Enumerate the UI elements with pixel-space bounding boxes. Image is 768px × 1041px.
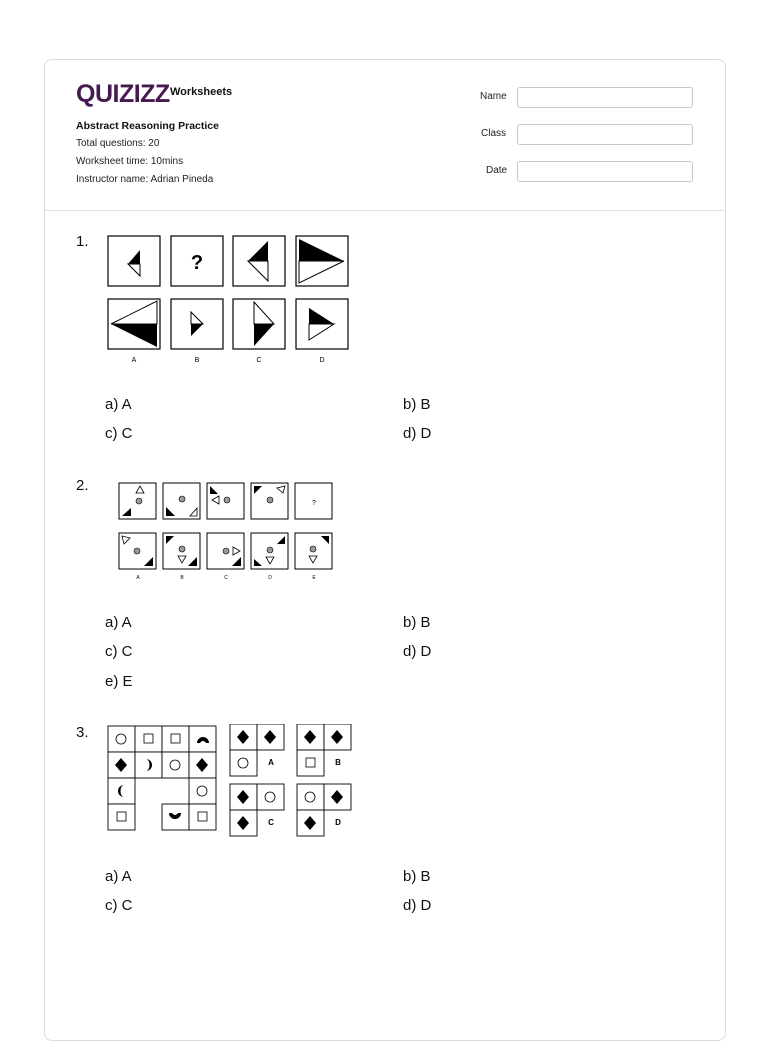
option-label-c: C [256, 357, 262, 364]
option-label-d: D [319, 357, 325, 364]
option-label-b: B [335, 758, 341, 767]
q2-option-c[interactable]: c) C [105, 643, 133, 660]
option-label-c: C [268, 818, 274, 827]
class-label: Class [481, 128, 507, 139]
question-1-figure [106, 234, 352, 368]
option-label-a: A [136, 575, 140, 581]
question-2-figure [116, 481, 338, 585]
question-mark: ? [190, 252, 204, 274]
worksheet-header [45, 60, 725, 211]
q3-option-b[interactable]: b) B [403, 868, 431, 885]
option-label-d: D [335, 818, 341, 827]
quizizz-logo: QUIZIZZ [76, 80, 170, 108]
option-label-e: E [312, 575, 316, 581]
q1-option-b[interactable]: b) B [403, 396, 431, 413]
q2-option-e[interactable]: e) E [105, 673, 133, 690]
question-2-number: 2. [76, 477, 89, 494]
date-label: Date [486, 165, 508, 176]
option-label-c: C [224, 575, 228, 581]
q1-option-c[interactable]: c) C [105, 425, 133, 442]
date-field[interactable] [517, 161, 693, 182]
option-label-d: D [268, 575, 272, 581]
option-label-b: B [180, 575, 184, 581]
question-1-number: 1. [76, 233, 89, 250]
name-field[interactable] [517, 87, 693, 108]
q3-option-d[interactable]: d) D [403, 897, 432, 914]
option-label-a: A [131, 357, 137, 364]
option-label-a: A [268, 758, 274, 767]
q2-option-b[interactable]: b) B [403, 614, 431, 631]
worksheet-title: Abstract Reasoning Practice [76, 120, 219, 132]
class-field[interactable] [517, 124, 693, 145]
question-3-figure [106, 724, 356, 838]
logo-subtitle: Worksheets [170, 86, 233, 98]
option-label-b: B [194, 357, 200, 364]
question-mark: ? [312, 500, 316, 507]
total-questions: Total questions: 20 [76, 138, 160, 149]
instructor-name: Instructor name: Adrian Pineda [76, 174, 214, 185]
question-3-number: 3. [76, 724, 89, 741]
q1-option-a[interactable]: a) A [105, 396, 132, 413]
q3-option-a[interactable]: a) A [105, 868, 132, 885]
q1-option-d[interactable]: d) D [403, 425, 432, 442]
name-label: Name [480, 91, 507, 102]
q2-option-a[interactable]: a) A [105, 614, 132, 631]
q2-option-d[interactable]: d) D [403, 643, 432, 660]
worksheet-time: Worksheet time: 10mins [76, 156, 184, 167]
q3-option-c[interactable]: c) C [105, 897, 133, 914]
